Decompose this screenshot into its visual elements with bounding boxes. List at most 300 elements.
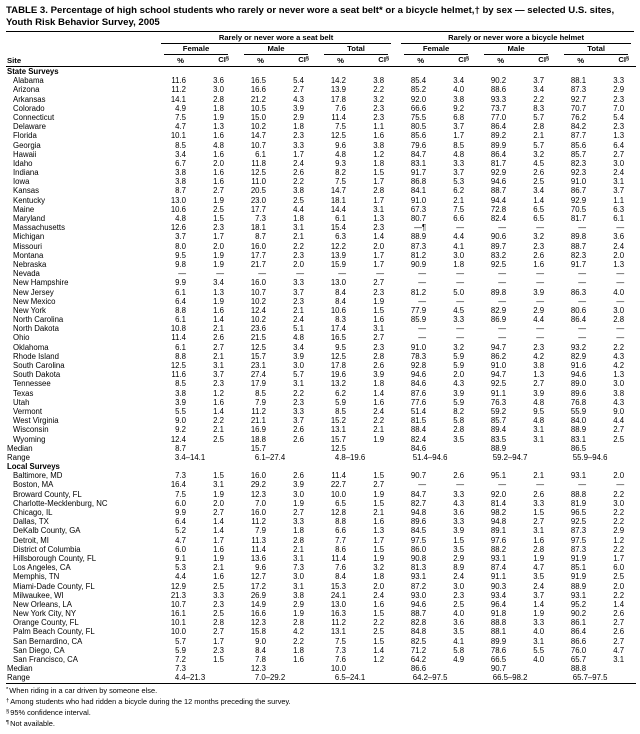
percent-value: 93.2 xyxy=(570,342,587,352)
ci-value: 3.4 xyxy=(293,342,304,352)
ci-value: 3.9 xyxy=(453,388,465,398)
ci-value: 1.6 xyxy=(213,131,224,141)
table-row xyxy=(6,627,636,636)
site-name: Missouri xyxy=(13,241,43,251)
percent-value: 59.2 xyxy=(490,406,507,416)
ci-value: 2.1 xyxy=(213,324,224,334)
ci-value: 3.1 xyxy=(373,324,385,334)
percent-value: 11.8 xyxy=(251,158,266,168)
table-row xyxy=(6,223,636,232)
ci-value: 2.3 xyxy=(373,223,385,233)
table-row xyxy=(6,85,636,94)
ci-value: 3.9 xyxy=(533,287,545,297)
footnote-marker: § xyxy=(6,708,10,715)
percent-value: 91.0 xyxy=(570,177,587,187)
site-name: Hawaii xyxy=(13,149,37,159)
median-value: 10.0 xyxy=(330,664,346,674)
percent-value: 12.5 xyxy=(170,361,186,370)
percent-value: 14.2 xyxy=(330,76,346,86)
site-name: San Bernardino, CA xyxy=(13,636,83,646)
percent-value: 10.7 xyxy=(170,599,186,609)
site-name: Vermont xyxy=(13,406,43,416)
ci-value: 2.5 xyxy=(213,581,224,591)
site-name: Wyoming xyxy=(13,434,46,444)
table-row xyxy=(6,168,636,177)
percent-value: 81.7 xyxy=(570,214,587,223)
percent-value: 92.7 xyxy=(570,94,587,104)
ci-value: 4.8 xyxy=(533,416,545,426)
percent-value: 7.8 xyxy=(255,655,266,664)
percent-value: — xyxy=(578,324,587,334)
percent-value: 15.7 xyxy=(330,434,346,444)
ci-value: 2.2 xyxy=(293,241,304,251)
ci-value: 1.5 xyxy=(373,305,385,315)
ci-value: 5.7 xyxy=(533,140,545,150)
ci-value: 2.2 xyxy=(373,416,385,426)
column-subgroup-header xyxy=(156,44,236,55)
ci-value: 5.4 xyxy=(293,76,304,86)
ci-value: 2.8 xyxy=(373,186,385,196)
table-row xyxy=(6,655,636,664)
ci-value: 1.4 xyxy=(373,232,385,242)
ci-value: 1.5 xyxy=(373,471,385,481)
ci-value: 1.6 xyxy=(213,397,224,407)
ci-value: 1.8 xyxy=(213,103,224,113)
percent-value: 55.9 xyxy=(570,406,587,416)
percent-value: 7.0 xyxy=(255,498,266,508)
ci-value: — xyxy=(616,269,625,279)
percent-value: 95.2 xyxy=(570,599,587,609)
ci-value: 2.0 xyxy=(373,241,385,251)
percent-value: 83.5 xyxy=(490,434,507,444)
ci-value: 3.7 xyxy=(613,186,625,196)
ci-value: 7.3 xyxy=(293,563,304,573)
percent-value: 82.7 xyxy=(410,498,427,508)
ci-value: 1.7 xyxy=(293,149,304,159)
table-row xyxy=(6,361,636,370)
range-value: 4.8–19.6 xyxy=(334,452,366,462)
table-row xyxy=(6,352,636,361)
percent-value: 66.6 xyxy=(410,103,427,113)
ci-value: 2.8 xyxy=(533,122,545,132)
ci-value: 1.7 xyxy=(613,553,625,563)
ci-value: 3.5 xyxy=(453,544,465,554)
column-group-label: Rarely or never wore a bicycle helmet xyxy=(401,32,631,44)
ci-value: 1.6 xyxy=(533,535,545,545)
ci-value: 1.6 xyxy=(373,397,385,407)
percent-value: 94.6 xyxy=(490,177,507,187)
ci-value: 3.4 xyxy=(453,76,465,86)
ci-value: 3.7 xyxy=(453,122,465,132)
percent-value: 88.6 xyxy=(490,85,507,95)
range-value: 6.5–24.1 xyxy=(334,673,366,683)
percent-value: 83.1 xyxy=(570,434,587,444)
ci-value: 1.3 xyxy=(213,287,224,297)
ci-value: 1.3 xyxy=(373,214,385,223)
ci-value: 3.8 xyxy=(453,94,465,104)
median-value: 88.8 xyxy=(570,664,587,674)
ci-value: 5.1 xyxy=(293,324,304,334)
ci-value: 8.9 xyxy=(453,563,465,573)
percent-value: 17.4 xyxy=(330,324,346,334)
percent-value: 82.3 xyxy=(570,158,587,168)
percent-value: 14.4 xyxy=(330,204,346,214)
percent-value: 89.0 xyxy=(570,379,587,389)
percent-value: 76.2 xyxy=(570,112,587,122)
ci-value: 3.3 xyxy=(293,140,304,150)
site-name: Tennessee xyxy=(13,379,51,389)
table-row xyxy=(6,591,636,600)
ci-value: 3.1 xyxy=(533,425,545,435)
percent-value: 87.4 xyxy=(490,563,507,573)
table-row xyxy=(6,370,636,379)
percent-value: 6.0 xyxy=(175,498,186,508)
percent-value: 70.7 xyxy=(570,103,587,113)
ci-value: 5.9 xyxy=(453,397,465,407)
percent-value: 12.7 xyxy=(250,572,266,582)
ci-value: 2.7 xyxy=(213,627,224,637)
ci-value: 2.2 xyxy=(373,85,385,95)
table-row xyxy=(6,379,636,388)
ci-column-header: CI§ xyxy=(436,55,476,67)
ci-value: 1.9 xyxy=(533,553,545,563)
percent-value: 51.4 xyxy=(410,406,427,416)
table-row xyxy=(6,490,636,499)
percent-value: 3.4 xyxy=(175,149,186,159)
percent-value: 8.2 xyxy=(335,168,346,178)
ci-value: 3.8 xyxy=(373,140,385,150)
ci-value: 1.9 xyxy=(213,259,224,269)
ci-value: 5.9 xyxy=(453,351,465,361)
site-name: Boston, MA xyxy=(13,480,54,490)
percent-value: 11.2 xyxy=(251,517,266,527)
percent-value: 87.3 xyxy=(570,544,587,554)
ci-value: 2.3 xyxy=(373,103,385,113)
percent-value: 23.0 xyxy=(250,195,266,205)
ci-value: 4.1 xyxy=(453,636,465,646)
percent-value: 70.5 xyxy=(570,204,587,214)
percent-value: 90.2 xyxy=(490,76,507,86)
ci-value: 6.1 xyxy=(613,214,625,223)
ci-value: 1.4 xyxy=(373,388,385,398)
percent-value: 10.2 xyxy=(250,122,266,132)
table-row xyxy=(6,554,636,563)
table-row xyxy=(6,306,636,315)
percent-value: 91.0 xyxy=(410,195,427,205)
ci-value: 3.6 xyxy=(453,618,465,628)
percent-value: 6.1 xyxy=(255,149,266,159)
percent-value: 85.7 xyxy=(570,149,587,159)
percent-value: 88.1 xyxy=(490,627,507,637)
ci-value: 1.5 xyxy=(533,508,545,517)
percent-value: 80.7 xyxy=(410,214,427,223)
ci-value: 3.5 xyxy=(453,434,465,444)
ci-value: 1.7 xyxy=(213,232,224,242)
ci-value: 1.7 xyxy=(373,195,385,205)
percent-value: 78.6 xyxy=(490,645,507,655)
ci-value: 1.9 xyxy=(213,250,224,260)
percent-value: 80.6 xyxy=(570,305,587,315)
ci-value: 4.7 xyxy=(613,645,625,655)
site-name: New York City, NY xyxy=(13,609,77,619)
range-value: 4.4–21.3 xyxy=(174,673,206,683)
ci-value: 3.0 xyxy=(293,572,304,582)
percent-column-header: % xyxy=(236,55,276,67)
ci-value: 2.9 xyxy=(293,599,304,609)
ci-value: 5.7 xyxy=(533,112,545,122)
percent-value: 86.1 xyxy=(570,618,587,628)
column-subgroup-header xyxy=(396,44,476,55)
ci-value: 3.7 xyxy=(453,168,465,178)
percent-value: 8.7 xyxy=(255,232,266,242)
percent-value: 86.3 xyxy=(570,287,587,297)
ci-value: 3.3 xyxy=(213,590,224,600)
site-name: Nebraska xyxy=(13,259,47,269)
table-row xyxy=(6,242,636,251)
site-name: Oklahoma xyxy=(13,342,49,352)
percent-value: 16.4 xyxy=(170,480,186,490)
percent-value: 92.0 xyxy=(410,94,427,104)
percent-value: 16.6 xyxy=(250,85,266,95)
percent-value: 4.7 xyxy=(175,122,186,132)
percent-value: — xyxy=(418,278,427,288)
percent-value: — xyxy=(178,269,186,279)
percent-value: 5.3 xyxy=(175,563,186,573)
site-name: Indiana xyxy=(13,168,39,178)
percent-value: 9.1 xyxy=(175,553,186,563)
percent-value: 81.2 xyxy=(410,287,427,297)
ci-value: 3.4 xyxy=(533,186,545,196)
ci-value: 2.5 xyxy=(453,599,465,609)
ci-value: 1.3 xyxy=(373,526,385,536)
ci-value: 6.0 xyxy=(613,563,625,573)
percent-value: 76.0 xyxy=(570,645,587,655)
percent-value: 7.5 xyxy=(335,177,346,187)
ci-value: 6.3 xyxy=(613,204,625,214)
percent-value: 15.2 xyxy=(330,416,346,426)
percent-value: 14.1 xyxy=(170,94,186,104)
ci-value: 1.5 xyxy=(373,636,385,646)
percent-value: 7.6 xyxy=(335,563,346,573)
ci-value: 3.2 xyxy=(533,232,545,242)
column-group-header xyxy=(396,32,636,44)
ci-value: 1.9 xyxy=(293,609,304,619)
ci-value: 3.9 xyxy=(293,351,304,361)
percent-value: 10.0 xyxy=(330,489,346,499)
site-name: Texas xyxy=(13,388,34,398)
ci-value: — xyxy=(296,269,304,279)
ci-value: 2.1 xyxy=(453,195,465,205)
percent-value: 91.7 xyxy=(410,168,427,178)
ci-value: 2.0 xyxy=(613,250,625,260)
site-name: Memphis, TN xyxy=(13,572,60,582)
empty-cell xyxy=(276,444,316,453)
percent-value: 85.4 xyxy=(410,76,427,86)
percent-value: 90.6 xyxy=(490,232,507,242)
percent-value: 8.5 xyxy=(255,388,266,398)
column-subgroup-label: Female xyxy=(404,44,468,55)
percent-value: 91.1 xyxy=(490,572,507,582)
percent-value: 27.4 xyxy=(250,370,266,380)
median-label: Median xyxy=(7,664,33,674)
percent-value: 89.6 xyxy=(410,517,427,527)
table-row xyxy=(6,471,636,480)
percent-value: 77.6 xyxy=(410,397,427,407)
ci-value: 2.2 xyxy=(293,177,304,187)
ci-value: 2.4 xyxy=(293,315,304,325)
ci-footnote-marker: § xyxy=(225,55,229,62)
ci-value: 4.4 xyxy=(613,416,625,426)
table-row xyxy=(6,297,636,306)
table-row xyxy=(6,251,636,260)
ci-value: 1.2 xyxy=(213,388,224,398)
ci-value: 1.9 xyxy=(293,498,304,508)
percent-value: 4.8 xyxy=(175,214,186,223)
ci-value: 2.4 xyxy=(533,581,545,591)
percent-value: 11.4 xyxy=(251,544,266,554)
table-row xyxy=(6,232,636,241)
percent-value: — xyxy=(498,333,507,343)
percent-value: 88.1 xyxy=(570,76,587,86)
ci-value: 4.1 xyxy=(453,241,465,251)
percent-value: — xyxy=(498,223,507,233)
ci-column-header: CI§ xyxy=(596,55,636,67)
ci-value: 3.1 xyxy=(533,526,545,536)
percent-value: 85.6 xyxy=(410,131,427,141)
ci-value: 3.8 xyxy=(373,76,385,86)
percent-column-header: % xyxy=(316,55,356,67)
ci-value: 2.8 xyxy=(293,618,304,628)
ci-value: 2.3 xyxy=(293,397,304,407)
ci-value: 3.0 xyxy=(293,361,304,370)
ci-value: — xyxy=(376,269,385,279)
footnote-text: Among students who had ridden a bicycle during the 12 months preceding the survey. xyxy=(10,696,291,706)
ci-value: 1.9 xyxy=(213,296,224,306)
percent-value: — xyxy=(578,333,587,343)
ci-value: 2.2 xyxy=(613,342,625,352)
ci-value: 2.0 xyxy=(213,158,224,168)
percent-value: 11.4 xyxy=(331,471,346,481)
ci-value: 3.8 xyxy=(533,361,545,370)
site-name: Kentucky xyxy=(13,195,46,205)
percent-value: 85.2 xyxy=(410,85,427,95)
percent-value: 11.4 xyxy=(331,553,346,563)
column-subgroup-label: Male xyxy=(244,44,308,55)
ci-value: 2.3 xyxy=(293,296,304,306)
ci-value: 3.0 xyxy=(453,250,465,260)
percent-value: 86.4 xyxy=(570,315,587,325)
percent-value: 6.6 xyxy=(335,526,346,536)
ci-value: 8.3 xyxy=(533,103,545,113)
percent-value: 3.8 xyxy=(175,177,186,187)
table-row xyxy=(6,269,636,278)
percent-value: 24.1 xyxy=(330,590,346,600)
ci-value: 3.0 xyxy=(213,85,224,95)
corner-cell xyxy=(6,32,156,44)
table-row xyxy=(6,186,636,195)
ci-value: 3.1 xyxy=(533,636,545,646)
column-subgroup-label: Female xyxy=(164,44,228,55)
site-name: Connecticut xyxy=(13,112,55,122)
ci-value: 1.4 xyxy=(213,315,224,325)
percent-value: 8.4 xyxy=(335,296,346,306)
site-name: Colorado xyxy=(13,103,45,113)
percent-value: 84.2 xyxy=(570,122,587,132)
percent-value: 18.1 xyxy=(250,223,266,233)
site-name: Wisconsin xyxy=(13,425,49,435)
empty-cell xyxy=(356,444,396,453)
percent-value: 94.7 xyxy=(490,342,507,352)
percent-value: 91.8 xyxy=(490,609,507,619)
percent-value: 89.2 xyxy=(490,131,507,141)
percent-value: — xyxy=(498,296,507,306)
percent-value: 7.7 xyxy=(335,535,346,545)
percent-value: 9.9 xyxy=(175,508,186,517)
percent-value: 26.9 xyxy=(250,590,266,600)
percent-value: 10.7 xyxy=(250,140,266,150)
ci-value: 2.6 xyxy=(533,489,545,499)
ci-value: 3.0 xyxy=(613,379,625,389)
percent-value: 90.3 xyxy=(490,581,507,591)
percent-value: 7.2 xyxy=(175,655,186,664)
percent-value: 18.1 xyxy=(330,195,346,205)
empty-cell xyxy=(436,664,476,673)
ci-value: 2.4 xyxy=(293,158,304,168)
percent-value: 23.1 xyxy=(250,361,266,370)
ci-value: 2.1 xyxy=(213,425,224,435)
range-value: 7.0–29.2 xyxy=(254,673,286,683)
ci-value: 2.2 xyxy=(613,590,625,600)
percent-value: — xyxy=(578,278,587,288)
table-row xyxy=(6,315,636,324)
percent-value: 10.6 xyxy=(170,204,186,214)
percent-value: 12.6 xyxy=(170,223,186,233)
percent-value: 89.8 xyxy=(490,287,507,297)
percent-value: 21.5 xyxy=(250,333,266,343)
ci-value: 1.5 xyxy=(373,544,385,554)
ci-value: 2.8 xyxy=(213,94,224,104)
ci-value: 9.5 xyxy=(533,406,545,416)
ci-value: 1.3 xyxy=(533,370,545,380)
site-name: Miami-Dade County, FL xyxy=(13,581,95,591)
ci-value: 1.9 xyxy=(213,112,224,122)
ci-value: 2.9 xyxy=(293,112,304,122)
percent-value: 3.8 xyxy=(175,168,186,178)
percent-value: 88.7 xyxy=(490,186,507,196)
ci-value: 3.3 xyxy=(533,498,545,508)
ci-value: 1.6 xyxy=(213,177,224,187)
percent-value: 91.6 xyxy=(570,361,587,370)
ci-value: 3.6 xyxy=(453,508,465,517)
percent-value: 7.9 xyxy=(255,526,266,536)
ci-value: 1.6 xyxy=(213,305,224,315)
ci-value: 1.4 xyxy=(213,526,224,536)
ci-value: 2.5 xyxy=(613,434,625,444)
percent-value: 11.2 xyxy=(251,406,266,416)
ci-footnote-marker: § xyxy=(385,55,390,62)
percent-value: 22.7 xyxy=(330,480,346,490)
ci-value: 3.3 xyxy=(533,618,545,628)
ci-value: 3.3 xyxy=(613,76,625,86)
percent-value: 12.3 xyxy=(250,489,266,499)
ci-value: 1.6 xyxy=(213,544,224,554)
site-name: Baltimore, MD xyxy=(13,471,63,481)
percent-value: 11.2 xyxy=(171,85,186,95)
ci-value: 2.5 xyxy=(373,627,385,637)
ci-value: 2.1 xyxy=(533,471,545,481)
percent-value: — xyxy=(578,480,587,490)
table-row xyxy=(6,545,636,554)
